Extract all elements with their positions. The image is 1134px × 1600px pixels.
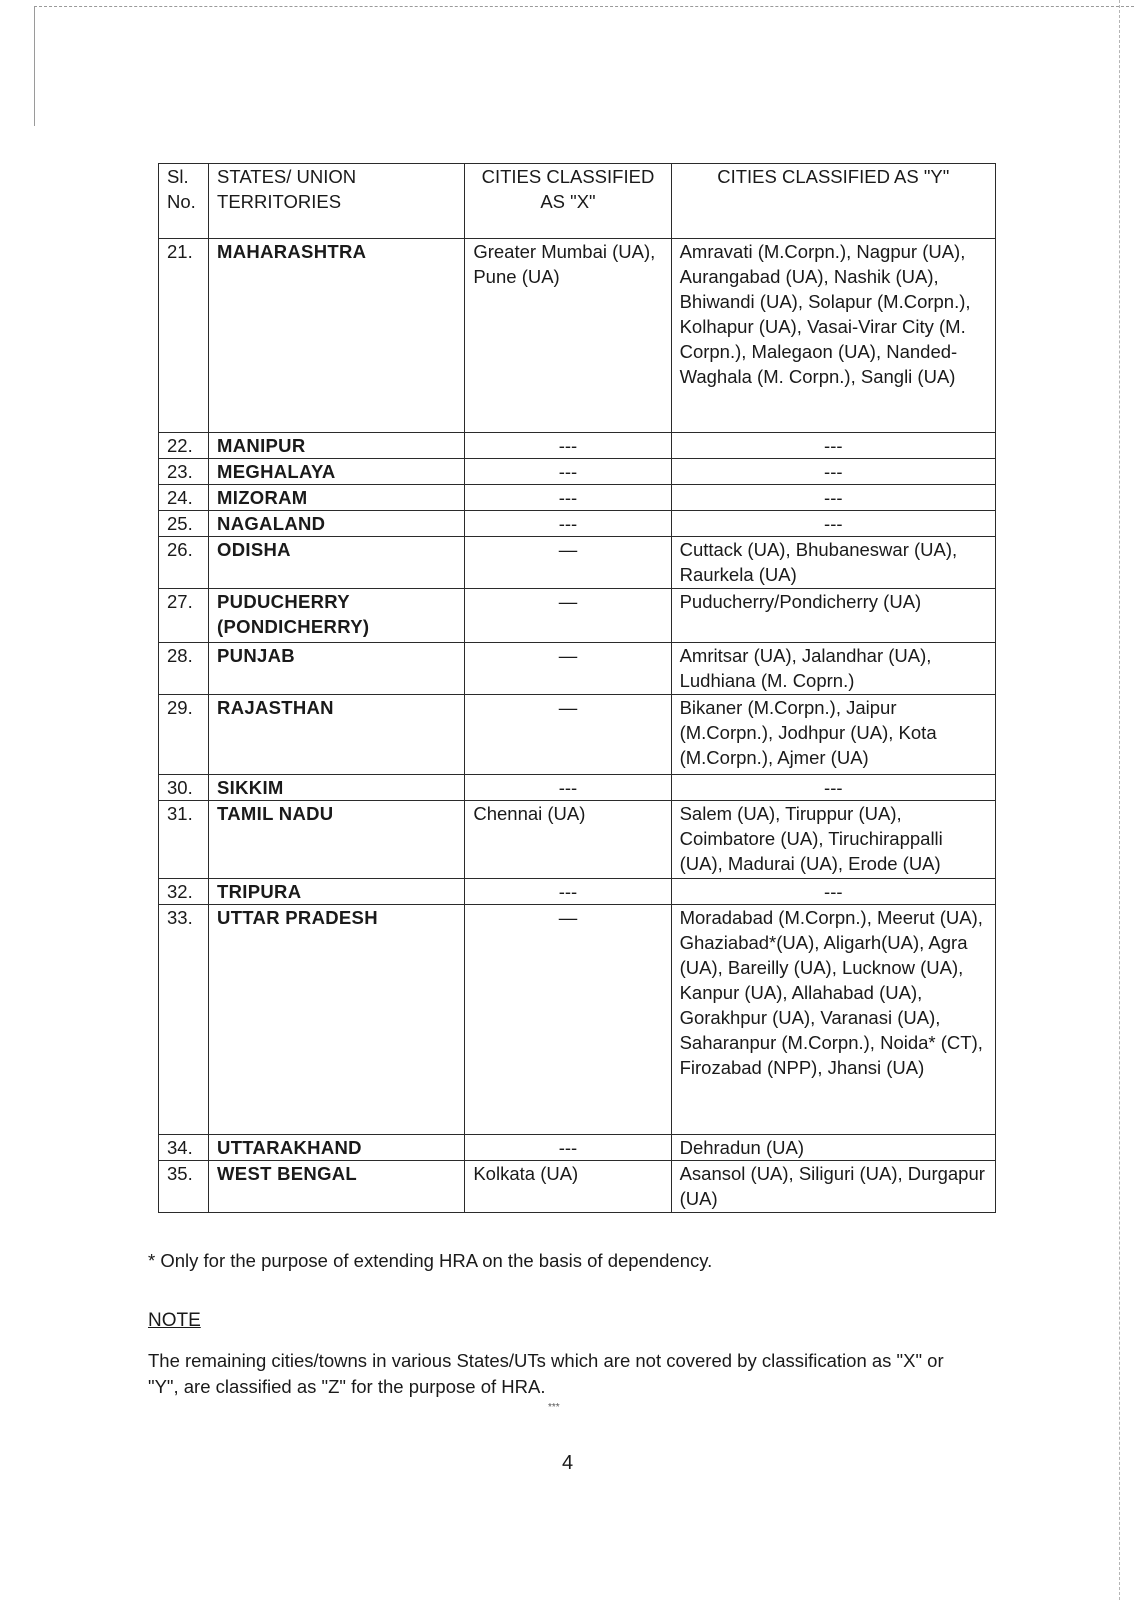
row-state: RAJASTHAN (209, 695, 465, 775)
table-row (159, 1135, 996, 1161)
row-cities-x: — (465, 905, 671, 1135)
row-cities-x: --- (465, 1135, 671, 1161)
row-state: SIKKIM (209, 775, 465, 801)
table-row (159, 433, 996, 459)
row-sl-no: 26. (159, 537, 209, 589)
row-cities-x: — (465, 537, 671, 589)
row-cities-x: — (465, 589, 671, 643)
row-sl-no: 25. (159, 511, 209, 537)
row-cities-y: Cuttack (UA), Bhubaneswar (UA), Raurkela (UA) (671, 537, 995, 589)
row-state: ODISHA (209, 537, 465, 589)
row-cities-y: --- (671, 511, 995, 537)
note-heading: NOTE (148, 1310, 201, 1331)
row-sl-no: 28. (159, 643, 209, 695)
table-row (159, 459, 996, 485)
header-sl-no: Sl. No. (159, 164, 209, 239)
table-header-row (159, 164, 996, 239)
table-row (159, 485, 996, 511)
row-cities-y: Bikaner (M.Corpn.), Jaipur (M.Corpn.), Jodhpur (UA), Kota (M.Corpn.), Ajmer (UA) (671, 695, 995, 775)
row-cities-x: --- (465, 511, 671, 537)
row-sl-no: 29. (159, 695, 209, 775)
row-state: WEST BENGAL (209, 1161, 465, 1213)
row-cities-y: --- (671, 433, 995, 459)
row-state: MIZORAM (209, 485, 465, 511)
row-cities-y: Moradabad (M.Corpn.), Meerut (UA), Ghaziabad*(UA), Aligarh(UA), Agra (UA), Bareilly (UA), Lucknow (UA), Kanpur (UA), Allahabad (UA), Gorakhpur (UA), Varanasi (UA), Saharanpur (M.Corpn.), Noida* (CT), Firozabad (NPP), Jhansi (UA) (671, 905, 995, 1135)
row-state: MANIPUR (209, 433, 465, 459)
row-cities-y: Amravati (M.Corpn.), Nagpur (UA), Aurangabad (UA), Nashik (UA), Bhiwandi (UA), Solapur (M.Corpn.), Kolhapur (UA), Vasai-Virar City (M. Corpn.), Malegaon (UA), Nanded-Waghala (M. Corpn.), Sangli (UA) (671, 239, 995, 433)
row-state: UTTARAKHAND (209, 1135, 465, 1161)
page-top-edge (34, 6, 1134, 7)
table-row (159, 775, 996, 801)
footnote: * Only for the purpose of extending HRA on the basis of dependency. (148, 1250, 713, 1271)
page-left-edge (34, 6, 35, 126)
row-state: NAGALAND (209, 511, 465, 537)
row-cities-x: --- (465, 433, 671, 459)
row-cities-y: Asansol (UA), Siliguri (UA), Durgapur (UA) (671, 1161, 995, 1213)
row-cities-x: — (465, 695, 671, 775)
row-state: MAHARASHTRA (209, 239, 465, 433)
row-cities-x: Kolkata (UA) (465, 1161, 671, 1213)
row-cities-x: --- (465, 775, 671, 801)
row-sl-no: 31. (159, 801, 209, 879)
note-text: The remaining cities/towns in various States/UTs which are not covered by classification as "X" or "Y", are classified as "Z" for the purpose of HRA. (148, 1350, 944, 1397)
row-cities-y: Puducherry/Pondicherry (UA) (671, 589, 995, 643)
row-cities-y: --- (671, 775, 995, 801)
row-state: TAMIL NADU (209, 801, 465, 879)
row-cities-y: --- (671, 485, 995, 511)
table-row (159, 239, 996, 433)
row-sl-no: 27. (159, 589, 209, 643)
row-sl-no: 21. (159, 239, 209, 433)
row-sl-no: 23. (159, 459, 209, 485)
row-state: TRIPURA (209, 879, 465, 905)
row-cities-y: Amritsar (UA), Jalandhar (UA), Ludhiana (M. Coprn.) (671, 643, 995, 695)
row-state: PUDUCHERRY (PONDICHERRY) (209, 589, 465, 643)
row-cities-y: --- (671, 459, 995, 485)
end-mark: *** (548, 1402, 560, 1413)
table-row (159, 589, 996, 643)
row-sl-no: 24. (159, 485, 209, 511)
row-cities-x: — (465, 643, 671, 695)
table-row (159, 801, 996, 879)
row-sl-no: 35. (159, 1161, 209, 1213)
header-states: STATES/ UNION TERRITORIES (209, 164, 465, 239)
row-sl-no: 32. (159, 879, 209, 905)
row-cities-x: Chennai (UA) (465, 801, 671, 879)
table-row (159, 511, 996, 537)
row-sl-no: 34. (159, 1135, 209, 1161)
row-state: UTTAR PRADESH (209, 905, 465, 1135)
table-row (159, 1161, 996, 1213)
table-row (159, 905, 996, 1135)
table-row (159, 537, 996, 589)
row-state: MEGHALAYA (209, 459, 465, 485)
row-sl-no: 33. (159, 905, 209, 1135)
table-row (159, 879, 996, 905)
row-cities-x: --- (465, 879, 671, 905)
row-cities-x: --- (465, 485, 671, 511)
row-cities-x: Greater Mumbai (UA), Pune (UA) (465, 239, 671, 433)
header-cities-x: CITIES CLASSIFIED AS "X" (465, 164, 671, 239)
row-cities-y: Dehradun (UA) (671, 1135, 995, 1161)
table-row (159, 695, 996, 775)
row-cities-y: Salem (UA), Tiruppur (UA), Coimbatore (UA), Tiruchirappalli (UA), Madurai (UA), Erode (UA) (671, 801, 995, 879)
row-cities-y: --- (671, 879, 995, 905)
table-row (159, 643, 996, 695)
page-number: 4 (562, 1452, 574, 1474)
header-cities-y: CITIES CLASSIFIED AS "Y" (671, 164, 995, 239)
row-sl-no: 30. (159, 775, 209, 801)
row-state: PUNJAB (209, 643, 465, 695)
page-right-edge (1119, 0, 1120, 1600)
hra-city-classification-table (158, 163, 996, 1213)
row-sl-no: 22. (159, 433, 209, 459)
row-cities-x: --- (465, 459, 671, 485)
